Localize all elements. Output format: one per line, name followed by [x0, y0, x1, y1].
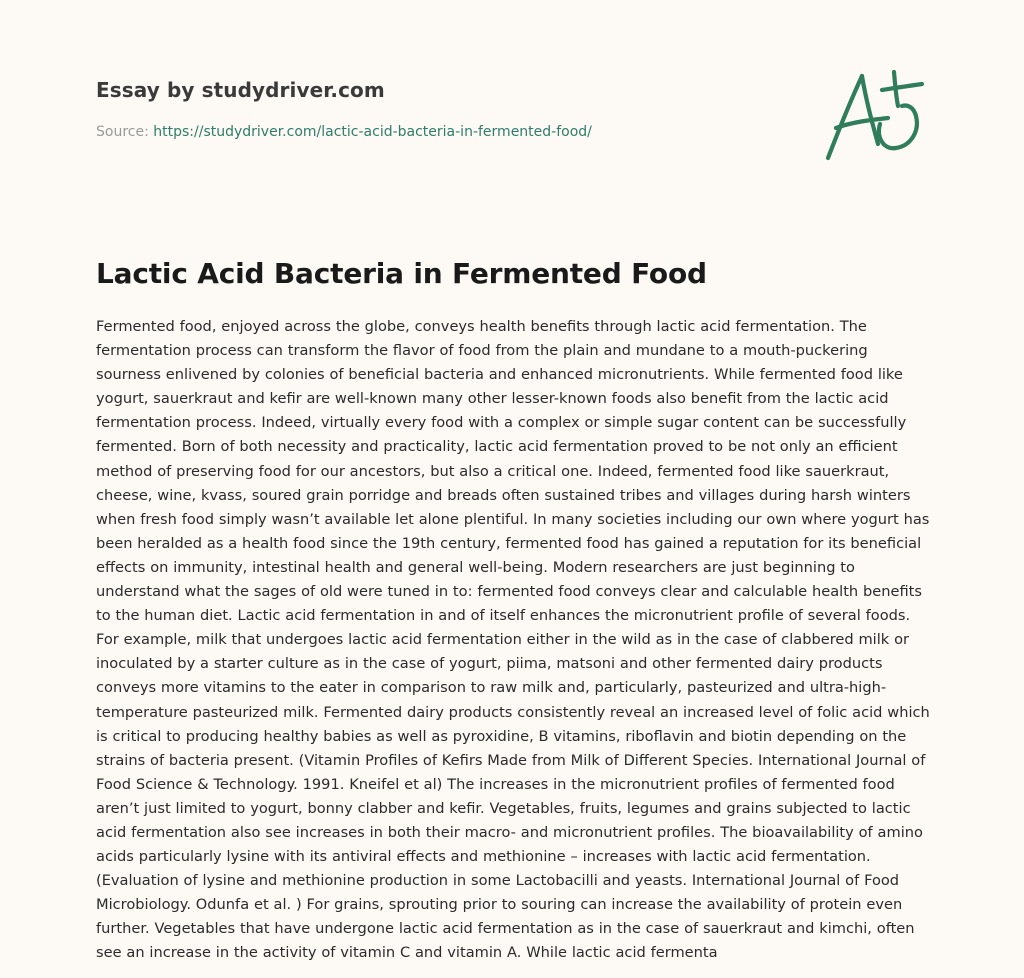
essay-header [96, 76, 796, 142]
brand-title: Essay by studydriver.com [96, 78, 385, 102]
essay-body: Fermented food, enjoyed across the globe, conveys health benefits through lactic acid fermentation. The fermentation process can transform the flavor of food from the plain and mundane to a mouth-puckering sourness enlivened by colonies of beneficial bacteria and enhanced micronutrients. While fermented food like yogurt, sauerkraut and kefir are well-known many other lesser-known foods also benefit from the lactic acid fermentation process. Indeed, virtually every food with a complex or simple sugar content can be successfully fermented. Born of both necessity and practicality, lactic acid fermentation proved to be not only an efficient method of preserving food for our ancestors, but also a critical one. Indeed, fermented food like sauerkraut, cheese, wine, kvass, soured grain porridge and breads often sustained tribes and villages during harsh winters when fresh food simply wasn’t available let alone plentiful. In many societies including our own where yogurt has been heralded as a health food since the 19th century, fermented food has gained a reputation for its beneficial effects on immunity, intestinal health and general well-being. Modern researchers are just beginning to understand what the sages of old were tuned in to: fermented food conveys clear and calculable health benefits to the human diet. Lactic acid fermentation in and of itself enhances the micronutrient profile of several foods. For example, milk that undergoes lactic acid fermentation either in the wild as in the case of clabbered milk or inoculated by a starter culture as in the case of yogurt, piima, matsoni and other fermented dairy products conveys more vitamins to the eater in comparison to raw milk and, particularly, pasteurized and ultra-high-temperature pasteurized milk. Fermented dairy products consistently reveal an increased level of folic acid which is critical to producing healthy babies as well as pyroxidine, B vitamins, riboflavin and biotin depending on the strains of bacteria present. (Vitamin Profiles of Kefirs Made from Milk of Different Species. International Journal of Food Science & Technology. 1991. Kneifel et al) The increases in the micronutrient profiles of fermented food aren’t just limited to yogurt, bonny clabber and kefir. Vegetables, fruits, legumes and grains subjected to lactic acid fermentation also see increases in both their macro- and micronutrient profiles. The bioavailability of amino acids particularly lysine with its antiviral effects and methionine – increases with lactic acid fermentation. (Evaluation of lysine and methionine production in some Lactobacilli and yeasts. International Journal of Food Microbiology. Odunfa et al. ) For grains, sprouting prior to souring can increase the availability of protein even further. Vegetables that have undergone lactic acid fermentation as in the case of sauerkraut and kimchi, often see an increase in the activity of vitamin C and vitamin A. While lactic acid fermenta [96, 318, 930, 962]
source-line [96, 122, 796, 142]
a-plus-grade-icon [822, 66, 928, 164]
essay-title: Lactic Acid Bacteria in Fermented Food [96, 257, 707, 290]
source-link[interactable]: https://studydriver.com/lactic-acid-bacteria-in-fermented-food/ [153, 124, 592, 140]
source-label: Source: [96, 124, 154, 140]
